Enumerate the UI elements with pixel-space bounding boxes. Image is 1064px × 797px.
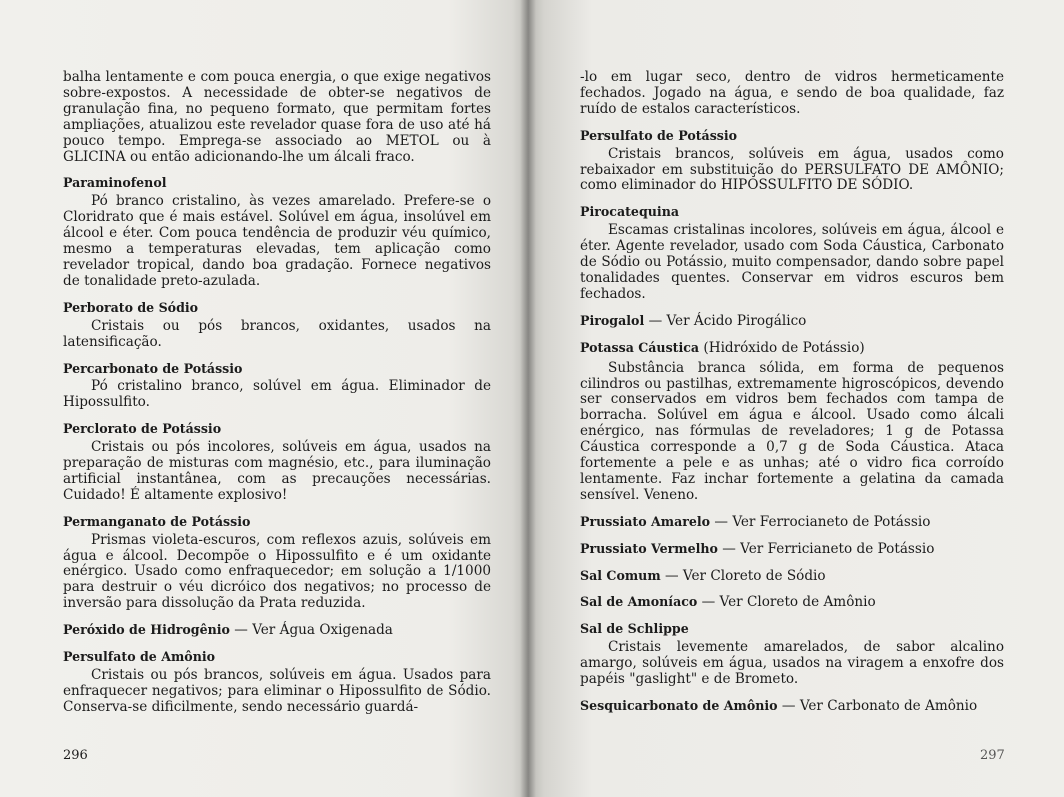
entry-body: Substância branca sólida, em forma de pequenos cilindros ou pastilhas, extremamente higroscópicos, devendo ser conservados em vidros bem fechados com tampa de borracha. Solúvel em água e álcool. Usado como álcali enérgico, nas fórmulas de reveladores; 1 g de Potassa Cáustica corresponde a 0,7 g de Soda Cáustica. Ataca fortemente a pele e as unhas; até o vidro fica corroído lentamente. Faz inchar fortemente a gelatina da camada sensível. Veneno. [580,359,1004,503]
entry-body: Escamas cristalinas incolores, solúveis em água, álcool e éter. Agente revelador, usado com Soda Cáustica, Carbonato de Sódio ou Potássio, muito compensador, dando sobre papel tonalidades quentes. Conservar em vidros escuros bem fechados. [580,222,1004,302]
entry-reference: — Ver Cloreto de Amônio [701,594,876,611]
right-page [528,0,1064,797]
entry-line [580,514,1004,531]
entry-reference: — Ver Ácido Pirogálico [648,312,807,329]
entry-heading: Pirogalol [580,312,645,328]
entry-heading: Sal de Amoníaco [580,594,698,610]
entry-body: Cristais ou pós brancos, solúveis em água. Usados para enfraquecer negativos; para eliminar o Hipossulfito de Sódio. Conserva-se dificilmente, sendo necessário guardá- [63,667,491,715]
entry-heading: Perborato de Sódio [63,299,199,315]
entry-line [580,594,1004,611]
entry-line [580,568,1004,585]
entry-heading: Paraminofenol [63,175,167,191]
entry-reference: — Ver Ferrocianeto de Potássio [714,513,931,530]
entry-heading: Sal de Schlippe [580,621,689,637]
entry-body: Pó cristalino branco, solúvel em água. Eliminador de Hipossulfito. [63,378,491,411]
entry-heading: Prussiato Vermelho [580,540,718,556]
entry-heading: Pirocatequina [580,204,680,220]
entry-line [580,313,1004,330]
entry-body: Cristais brancos, solúveis em água, usados como rebaixador em substituição do PERSULFATO DE AMÔNIO; como eliminador do HIPOSSULFITO DE SÓDIO. [580,145,1004,194]
right-page-text [580,70,1004,715]
entry-heading: Persulfato de Amônio [63,649,216,665]
entry-reference: (Hidróxido de Potássio) [703,339,865,356]
page-number: 297 [980,748,1005,763]
entry-heading: Sesquicarbonato de Amônio [580,698,778,713]
entry-heading: Perclorato de Potássio [63,421,222,437]
continued-text: -lo em lugar seco, dentro de vidros hermeticamente fechados. Jogado na água, e sendo de boa qualidade, faz ruído de estalos característicos. [580,69,1004,117]
left-page [0,0,528,797]
entry-heading: Permanganato de Potássio [63,513,251,529]
entry-body: Cristais levemente amarelados, de sabor alcalino amargo, solúveis em água, usados na viragem a enxofre dos papéis "gaslight" e de Brometo. [580,639,1004,688]
entry-heading: Prussiato Amarelo [580,513,711,529]
left-page-text [63,70,491,716]
entry-reference: — Ver Cloreto de Sódio [664,567,826,584]
entry-body: Pó branco cristalino, às vezes amarelado. Prefere-se o Cloridrato que é mais estável. Solúvel em água, insolúvel em álcool e éter. Com pouca tendência de produzir véu químico, mesmo a temperaturas elevadas, tem aplicação como revelador tropical, dando boa gradação. Fornece negativos de tonalidade preto-azulada. [63,193,491,289]
entry-body: Cristais ou pós incolores, solúveis em água, usados na preparação de misturas com magnésio, etc., para iluminação artificial instantânea, com as precauções necessárias. Cuidado! É altamente explosivo! [63,439,491,503]
entry-heading: Persulfato de Potássio [580,127,738,143]
entry-heading: Percarbonato de Potássio [63,360,243,376]
entry-heading: Peróxido de Hidrogênio [63,622,230,638]
entry-reference: — Ver Carbonato de Amônio [781,698,978,714]
entry-body: Prismas violeta-escuros, com reflexos azuis, solúveis em água e álcool. Decompõe o Hipossulfito e é um oxidante enérgico. Usado como enfraquecedor; em solução a 1/1000 para destruir o véu dicróico dos negativos; no processo de inversão para dissolução da Prata reduzida. [63,531,491,612]
entry-line [580,541,1004,558]
entry-line [63,622,491,639]
book-gutter [520,0,536,797]
entry-line [580,340,1004,357]
continued-text: balha lentamente e com pouca energia, o que exige negativos sobre-expostos. A necessidade de obter-se negativos de granulação fina, no pequeno formato, que permitam fortes ampliações, atualizou este revelador quase fora de uso até há pouco tempo. Emprega-se associado ao METOL ou à GLICINA ou então adicionando-lhe um álcali fraco. [63,69,491,165]
page-number: 296 [63,748,88,763]
entry-heading: Sal Comum [580,567,661,583]
entry-line [580,698,1004,715]
entry-body: Cristais ou pós brancos, oxidantes, usados na latensificação. [63,317,491,350]
entry-heading: Potassa Cáustica [580,339,700,355]
entry-reference: — Ver Água Oxigenada [234,622,393,639]
entry-reference: — Ver Ferricianeto de Potássio [722,540,935,557]
